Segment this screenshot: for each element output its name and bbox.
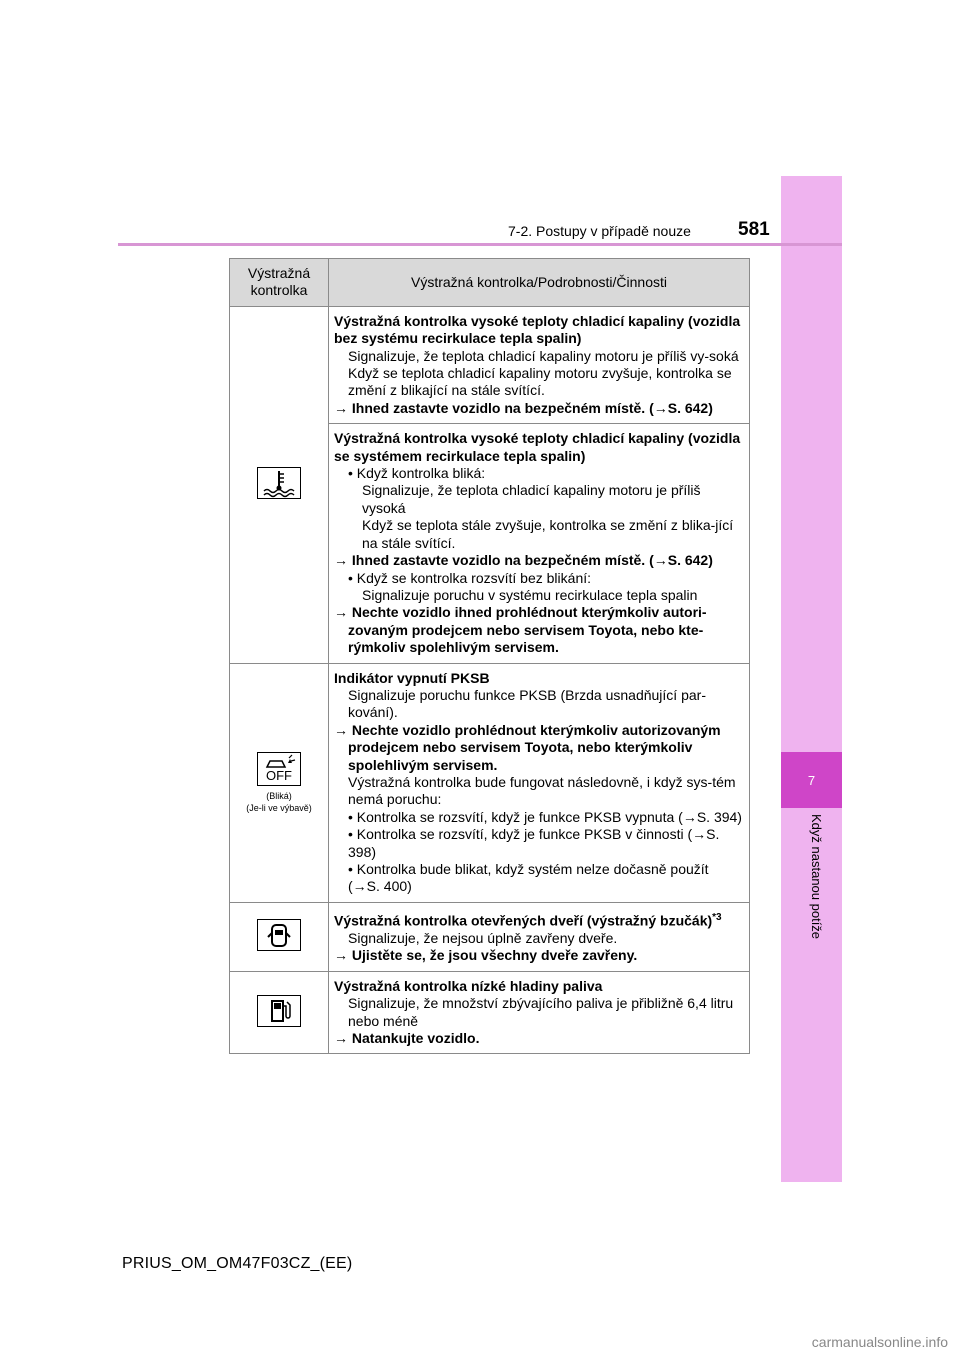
pksb-off-label: OFF — [266, 767, 292, 783]
table-row — [230, 306, 750, 423]
pksb-off-icon — [257, 752, 301, 786]
row-title — [334, 909, 744, 930]
pksb-row — [329, 663, 750, 902]
coolant-icon-cell — [230, 306, 329, 663]
row-text: Když se teplota stále zvyšuje, kontrolka se změní z blika-jící na stále svítící. — [362, 517, 734, 551]
column-header-details: Výstražná kontrolka/Podrobnosti/Činnosti — [329, 259, 750, 307]
row-text: Signalizuje poruchu v systému recirkulace tepla spalin — [362, 586, 698, 603]
chapter-title: Když nastanou potíže — [809, 814, 824, 940]
icon-caption-blink: (Bliká) — [266, 791, 292, 802]
row-text: Signalizuje, že nejsou úplně zavřeny dveře. — [348, 929, 618, 946]
row-title: Indikátor vypnutí PKSB — [334, 669, 490, 686]
footnote-marker: *3 — [712, 911, 722, 923]
icon-caption-equipment: (Je-li ve výbavě) — [246, 803, 312, 814]
row-text: Signalizuje, že teplota chladicí kapaliny motoru je příliš vy-soká — [348, 347, 739, 364]
header-divider — [118, 243, 842, 246]
bullet-item: • Kontrolka bude blikat, když systém nelze dočasně použít (→S. 400) — [348, 861, 709, 895]
row-title-text: Výstražná kontrolka otevřených dveří (výstražný bzučák) — [334, 912, 713, 929]
row-title: Výstražná kontrolka vysoké teploty chladicí kapaliny (vozidla se systémem recirkulace tepla spalin) — [334, 430, 741, 464]
row-action: → Nechte vozidlo ihned prohlédnout kterýmkoliv autori-zovaným prodejcem nebo servisem Toyota, nebo kte-rýmkoliv spolehlivým servisem. — [334, 604, 707, 656]
row-text: Výstražná kontrolka bude fungovat následovně, i když sys-tém nemá poruchu: — [348, 773, 736, 808]
table-row — [230, 971, 750, 1054]
table-header-row — [230, 259, 750, 307]
fuel-row — [329, 971, 750, 1054]
fuel-icon-cell — [230, 971, 329, 1054]
coolant-row-recirc — [329, 424, 750, 663]
chapter-side-tab — [781, 176, 842, 1182]
row-action: → Natankujte vozidlo. — [334, 1029, 480, 1046]
low-fuel-icon — [257, 995, 301, 1027]
row-title: Výstražná kontrolka nízké hladiny paliva — [334, 977, 603, 994]
bullet-item: • Kontrolka se rozsvítí, když je funkce PKSB v činnosti (→S. 398) — [348, 826, 720, 860]
section-title: 7-2. Postupy v případě nouze — [508, 223, 691, 239]
row-text: Když se teplota chladicí kapaliny motoru zvyšuje, kontrolka se změní z blikající na stále svítící. — [348, 365, 732, 399]
row-text: Signalizuje, že množství zbývajícího paliva je přibližně 6,4 litru nebo méně — [348, 995, 734, 1029]
warning-lights-table — [229, 258, 750, 1054]
document-code: PRIUS_OM_OM47F03CZ_(EE) — [122, 1255, 353, 1272]
bullet-item: • Kontrolka se rozsvítí, když je funkce PKSB vypnuta (→S. 394) — [348, 808, 742, 825]
table-row — [230, 663, 750, 902]
chapter-number: 7 — [781, 752, 842, 808]
row-text: Signalizuje, že teplota chladicí kapaliny motoru je příliš vysoká — [362, 482, 701, 516]
open-door-icon — [257, 919, 301, 951]
watermark[interactable]: carmanualsonline.info — [811, 1334, 948, 1350]
row-title: Výstražná kontrolka vysoké teploty chladicí kapaliny (vozidla bez systému recirkulace tepla spalin) — [334, 312, 741, 347]
coolant-temperature-icon — [257, 467, 301, 499]
table-row — [230, 902, 750, 971]
row-text: Signalizuje poruchu funkce PKSB (Brzda usnadňující par-kování). — [348, 686, 706, 721]
bullet-item: • Když se kontrolka rozsvítí bez blikání: — [348, 569, 592, 586]
door-row — [329, 902, 750, 971]
door-icon-cell — [230, 902, 329, 971]
bullet-item: • Když kontrolka bliká: — [348, 465, 486, 482]
row-action: → Ihned zastavte vozidlo na bezpečném místě. (→S. 642) — [334, 552, 713, 569]
row-action: → Ujistěte se, že jsou všechny dveře zavřeny. — [334, 947, 638, 964]
row-action: → Nechte vozidlo prohlédnout kterýmkoliv autorizovaným prodejcem nebo servisem Toyota, nebo kterýmkoliv spolehlivým servisem. — [334, 721, 721, 773]
page-number: 581 — [738, 219, 770, 240]
coolant-row-no-recirc — [329, 306, 750, 423]
row-action: → Ihned zastavte vozidlo na bezpečném místě. (→S. 642) — [334, 399, 713, 416]
pksb-icon-cell — [230, 663, 329, 902]
column-header-light: Výstražná kontrolka — [230, 259, 329, 307]
